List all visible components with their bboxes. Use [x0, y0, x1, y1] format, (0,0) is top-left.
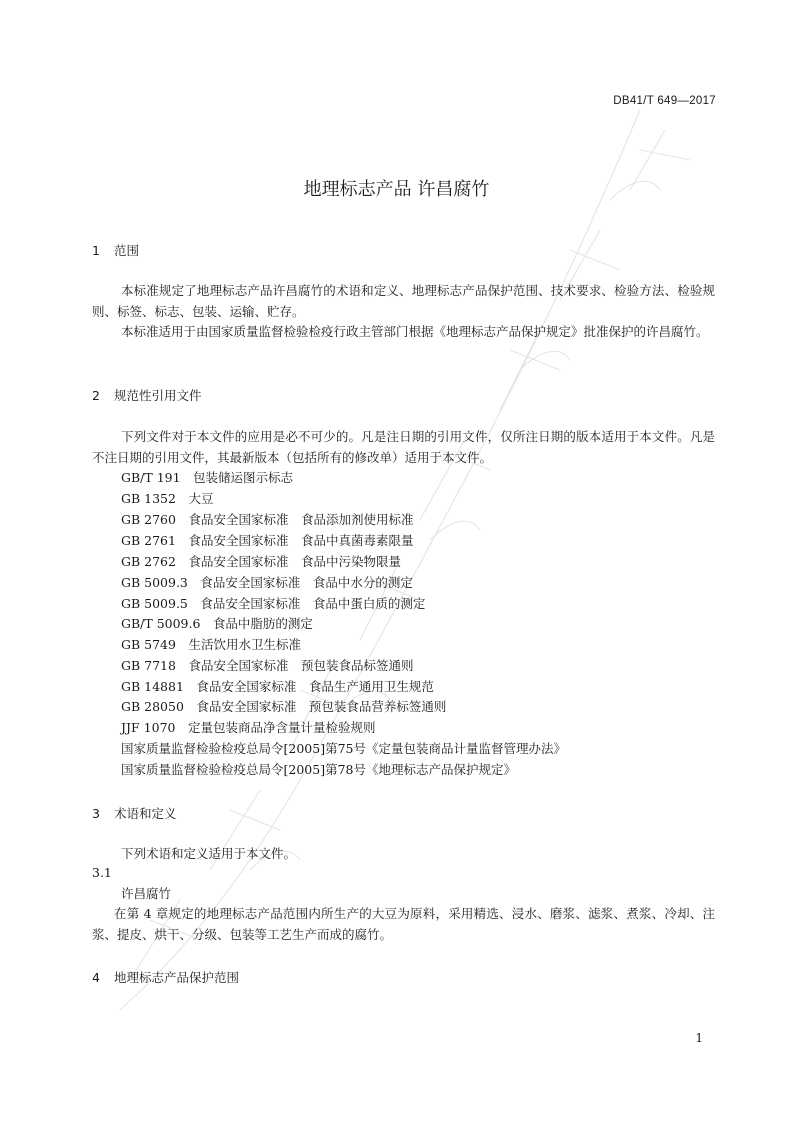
- reference-item: GB/T 5009.6 食品中脂肪的测定: [121, 616, 313, 631]
- section-title: 规范性引用文件: [114, 388, 202, 403]
- reference-item: JJF 1070 定量包装商品净含量计量检验规则: [121, 720, 376, 735]
- reference-item: GB 2762 食品安全国家标准 食品中污染物限量: [121, 554, 401, 569]
- term-name: 许昌腐竹: [121, 886, 172, 901]
- reference-item: GB 5009.3 食品安全国家标准 食品中水分的测定: [121, 575, 413, 590]
- section-4-heading: [92, 968, 239, 986]
- document-title: 地理标志产品 许昌腐竹: [303, 179, 490, 200]
- page-number: 1: [695, 1031, 703, 1045]
- reference-item: GB 14881 食品安全国家标准 食品生产通用卫生规范: [121, 679, 434, 694]
- reference-item: 国家质量监督检验检疫总局令[2005]第78号《地理标志产品保护规定》: [121, 762, 516, 777]
- section-title: 地理标志产品保护范围: [114, 970, 240, 985]
- reference-item: GB 5749 生活饮用水卫生标准: [121, 637, 301, 652]
- reference-item: GB/T 191 包装储运图示标志: [121, 470, 294, 485]
- standard-number: DB41/T 649—2017: [613, 95, 716, 107]
- term-number: 3.1: [92, 865, 112, 880]
- reference-item: GB 2760 食品安全国家标准 食品添加剂使用标准: [121, 512, 414, 527]
- section-1-heading: [92, 241, 139, 259]
- section-title: 术语和定义: [114, 806, 177, 821]
- reference-item: GB 7718 食品安全国家标准 预包装食品标签通则: [121, 658, 414, 673]
- section-title: 范围: [114, 243, 140, 258]
- reference-item: GB 5009.5 食品安全国家标准 食品中蛋白质的测定: [121, 596, 426, 611]
- reference-item: GB 1352 大豆: [121, 491, 214, 506]
- section-2-heading: [92, 386, 202, 404]
- paragraph: 下列术语和定义适用于本文件。: [121, 846, 297, 861]
- reference-item: GB 2761 食品安全国家标准 食品中真菌毒素限量: [121, 533, 414, 548]
- section-number: 1: [92, 243, 100, 258]
- paragraph: 本标准适用于由国家质量监督检验检疫行政主管部门根据《地理标志产品保护规定》批准保护的许昌腐竹。: [121, 324, 709, 339]
- reference-item: 国家质量监督检验检疫总局令[2005]第75号《定量包装商品计量监督管理办法》: [121, 741, 566, 756]
- section-number: 2: [92, 388, 100, 403]
- term-definition: 在第 4 章规定的地理标志产品范围内所生产的大豆为原料，采用精选、浸水、磨浆、滤浆、煮浆、冷却、注浆、提皮、烘干、分级、包装等工艺生产而成的腐竹。: [92, 906, 715, 942]
- section-number: 4: [92, 970, 100, 985]
- section-3-heading: [92, 804, 177, 822]
- section-number: 3: [92, 806, 100, 821]
- paragraph: 本标准规定了地理标志产品许昌腐竹的术语和定义、地理标志产品保护范围、技术要求、检验方法、检验规则、标签、标志、包装、运输、贮存。: [92, 283, 715, 319]
- paragraph: 下列文件对于本文件的应用是必不可少的。凡是注日期的引用文件，仅所注日期的版本适用于本文件。凡是不注日期的引用文件，其最新版本（包括所有的修改单）适用于本文件。: [92, 429, 715, 465]
- reference-item: GB 28050 食品安全国家标准 预包装食品营养标签通则: [121, 699, 447, 714]
